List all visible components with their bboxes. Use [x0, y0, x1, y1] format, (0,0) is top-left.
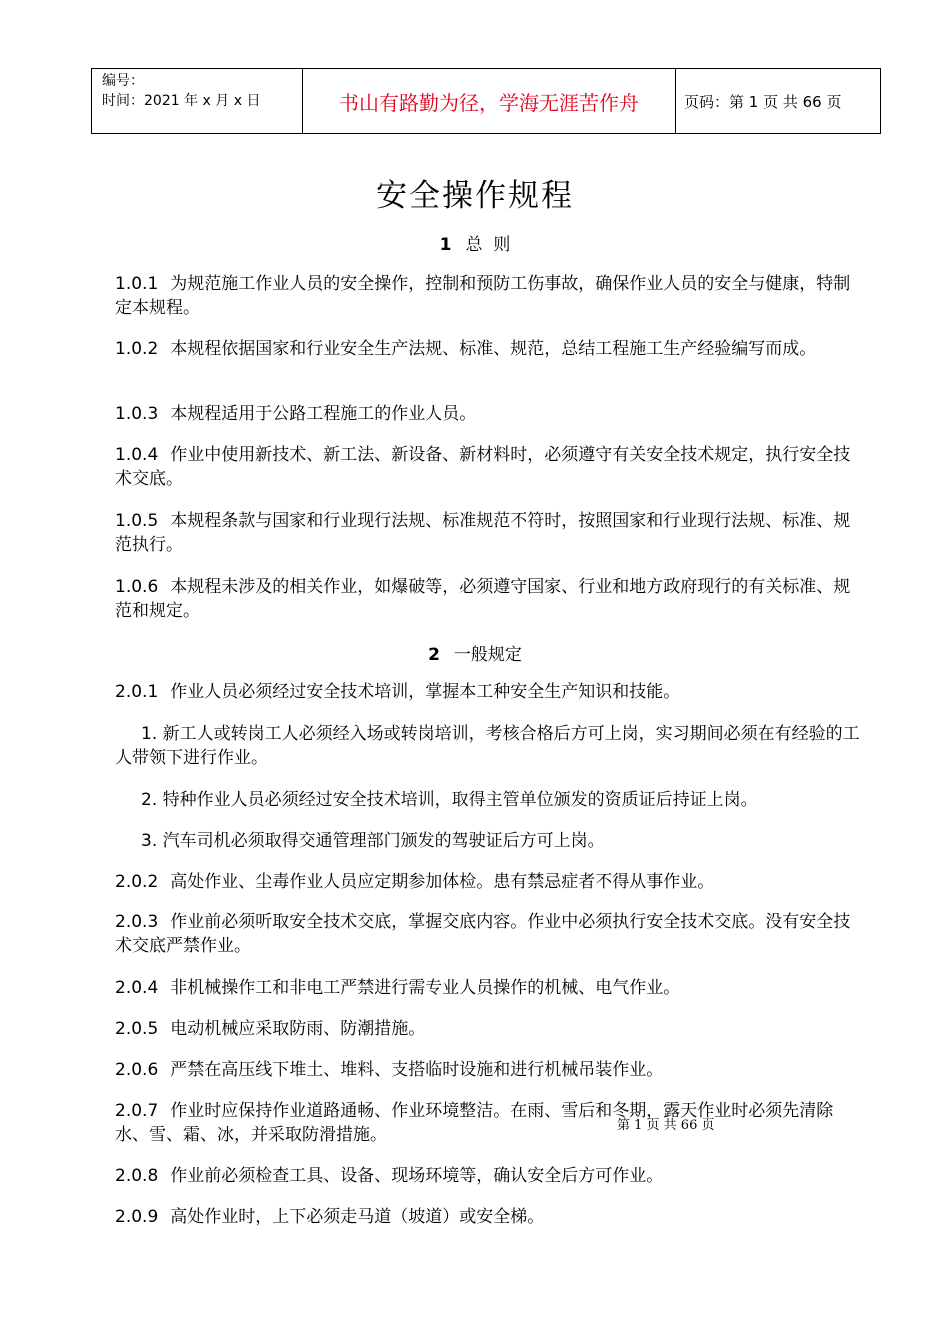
clause-number: 2.0.9 [115, 1207, 159, 1227]
section-number: 2 [428, 645, 440, 665]
clause-text: 本规程适用于公路工程施工的作业人员。 [170, 404, 477, 424]
clause [115, 272, 860, 320]
clause-text: 作业时应保持作业道路通畅、作业环境整洁。在雨、雪后和冬期，露天作业时必须先清除水、雪、霜、冰，并采取防滑措施。 [115, 1101, 834, 1145]
sub-item: 2. 特种作业人员必须经过安全技术培训，取得主管单位颁发的资质证后持证上岗。 [141, 790, 758, 810]
clause-text: 非机械操作工和非电工严禁进行需专业人员操作的机械、电气作业。 [170, 978, 681, 998]
clause-text: 作业前必须检查工具、设备、现场环境等，确认安全后方可作业。 [170, 1166, 664, 1186]
clause-text: 本规程条款与国家和行业现行法规、标准规范不符时，按照国家和行业现行法规、标准、规范执行。 [115, 511, 851, 555]
number-label: 编号： [102, 73, 144, 89]
sub-item: 1. 新工人或转岗工人必须经入场或转岗培训，考核合格后方可上岗，实习期间必须在有经验的工人带领下进行作业。 [115, 724, 860, 768]
clause [115, 1017, 860, 1041]
clause [115, 337, 860, 361]
sub-item: 3. 汽车司机必须取得交通管理部门颁发的驾驶证后方可上岗。 [141, 831, 605, 851]
section-name: 总 则 [465, 235, 511, 255]
clause [115, 1164, 860, 1188]
clause [115, 575, 860, 623]
header-meta-cell [92, 69, 303, 134]
section-heading-1 [0, 230, 950, 255]
clause-text: 作业中使用新技术、新工法、新设备、新材料时，必须遵守有关安全技术规定，执行安全技术交底。 [115, 445, 851, 489]
clause-text: 作业前必须听取安全技术交底，掌握交底内容。作业中必须执行安全技术交底。没有安全技术交底严禁作业。 [115, 912, 851, 956]
section-name: 一般规定 [453, 645, 522, 665]
page-footer: 第 1 页 共 66 页 [617, 1118, 715, 1133]
clause-text: 严禁在高压线下堆土、堆料、支搭临时设施和进行机械吊装作业。 [170, 1060, 664, 1080]
clause [115, 870, 860, 894]
clause-text: 高处作业时，上下必须走马道（坡道）或安全梯。 [170, 1207, 545, 1227]
clause-number: 2.0.7 [115, 1101, 159, 1121]
clause [115, 976, 860, 1000]
clause [115, 509, 860, 557]
clause-text: 作业人员必须经过安全技术培训，掌握本工种安全生产知识和技能。 [170, 682, 681, 702]
clause-number: 1.0.2 [115, 339, 159, 359]
page-label: 页码：第 1 页 共 66 页 [684, 92, 842, 111]
clause-number: 2.0.4 [115, 978, 159, 998]
clause-number: 2.0.8 [115, 1166, 159, 1186]
clause-number: 1.0.6 [115, 577, 159, 597]
clause [115, 402, 860, 426]
clause-number: 1.0.3 [115, 404, 159, 424]
clause-number: 2.0.3 [115, 912, 159, 932]
motto: 书山有路勤为径，学海无涯苦作舟 [339, 90, 639, 115]
header-table [91, 68, 881, 134]
clause [115, 1205, 860, 1229]
clause-number: 1.0.4 [115, 445, 159, 465]
clause-number: 2.0.2 [115, 872, 159, 892]
section-number: 1 [439, 235, 452, 255]
clause-text: 高处作业、尘毒作业人员应定期参加体检。患有禁忌症者不得从事作业。 [170, 872, 715, 892]
clause [115, 1099, 860, 1147]
page-cell [676, 69, 881, 134]
clause-number: 1.0.1 [115, 274, 159, 294]
clause-text: 本规程未涉及的相关作业，如爆破等，必须遵守国家、行业和地方政府现行的有关标准、规范和规定。 [115, 577, 851, 621]
page-title: 安全操作规程 [376, 178, 574, 214]
clause [115, 910, 860, 958]
clause [115, 680, 860, 704]
clause-text: 电动机械应采取防雨、防潮措施。 [170, 1019, 426, 1039]
time-label: 时间：2021 年 x 月 x 日 [102, 93, 261, 109]
clause-number: 2.0.1 [115, 682, 159, 702]
clause-number: 2.0.5 [115, 1019, 159, 1039]
motto-cell [303, 69, 676, 134]
clause [115, 1058, 860, 1082]
clause-text: 为规范施工作业人员的安全操作，控制和预防工伤事故，确保作业人员的安全与健康，特制定本规程。 [115, 274, 851, 318]
clause [115, 443, 860, 491]
clause-number: 1.0.5 [115, 511, 159, 531]
clause-number: 2.0.6 [115, 1060, 159, 1080]
clause-text: 本规程依据国家和行业安全生产法规、标准、规范，总结工程施工生产经验编写而成。 [170, 339, 817, 359]
section-heading-2 [0, 640, 950, 665]
